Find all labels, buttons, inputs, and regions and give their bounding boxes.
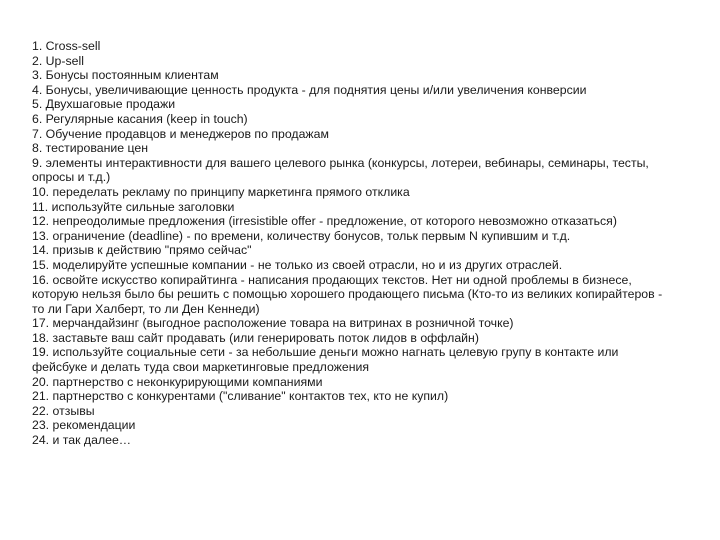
list-item: 2. Up-sell xyxy=(32,53,84,68)
list-item: 6. Регулярные касания (keep in touch) xyxy=(32,111,248,126)
list-item: 11. используйте сильные заголовки xyxy=(32,199,235,214)
list-item: 13. ограничение (deadline) - по времени, количеству бонусов, тольк первым N купившим и т.д. xyxy=(32,228,571,243)
list-item: 15. моделируйте успешные компании - не только из своей отрасли, но и из других отраслей. xyxy=(32,257,563,272)
list-item: 9. элементы интерактивности для вашего целевого рынка (конкурсы, лотереи, вебинары, семинары, тесты, опросы и т.д.) xyxy=(32,155,649,185)
item-list xyxy=(32,39,672,448)
list-item: 24. и так далее… xyxy=(32,433,132,448)
list-item: 17. мерчандайзинг (выгодное расположение товара на витринах в розничной точке) xyxy=(32,316,514,331)
list-item: 19. используйте социальные сети - за небольшие деньги можно нагнать целевую групу в контакте или фейсбуке и делать туда свои маркетинговые предложения xyxy=(32,345,619,375)
list-item: 12. непреодолимые предложения (irresistible offer - предложение, от которого невозможно отказаться) xyxy=(32,214,617,229)
list-item: 7. Обучение продавцов и менеджеров по продажам xyxy=(32,126,329,141)
list-item: 4. Бонусы, увеличивающие ценность продукта - для поднятия цены и/или увеличения конверсии xyxy=(32,82,587,97)
list-item: 16. освойте искусство копирайтинга - написания продающих текстов. Нет ни одной проблемы в бизнесе, которую нельзя было бы решить с помощью хорошего продающего письма (Кто-то из великих копирайтеров - то ли Гари Халберт, то ли Ден Кеннеди) xyxy=(32,272,663,316)
list-item: 23. рекомендации xyxy=(32,418,136,433)
list-item: 5. Двухшаговые продажи xyxy=(32,97,176,112)
list-item: 18. заставьте ваш сайт продавать (или генерировать поток лидов в оффлайн) xyxy=(32,330,479,345)
list-item: 10. переделать рекламу по принципу маркетинга прямого отклика xyxy=(32,184,410,199)
list-item: 1. Cross-sell xyxy=(32,39,101,53)
list-item: 3. Бонусы постоянным клиентам xyxy=(32,68,219,83)
list-item: 21. партнерство с конкурентами ("сливание" контактов тех, кто не купил) xyxy=(32,389,449,404)
list-item: 8. тестирование цен xyxy=(32,141,149,156)
list-item: 22. отзывы xyxy=(32,403,95,418)
list-item: 20. партнерство с неконкурирующими компаниями xyxy=(32,374,323,389)
list-item: 14. призыв к действию "прямо сейчас" xyxy=(32,243,252,258)
